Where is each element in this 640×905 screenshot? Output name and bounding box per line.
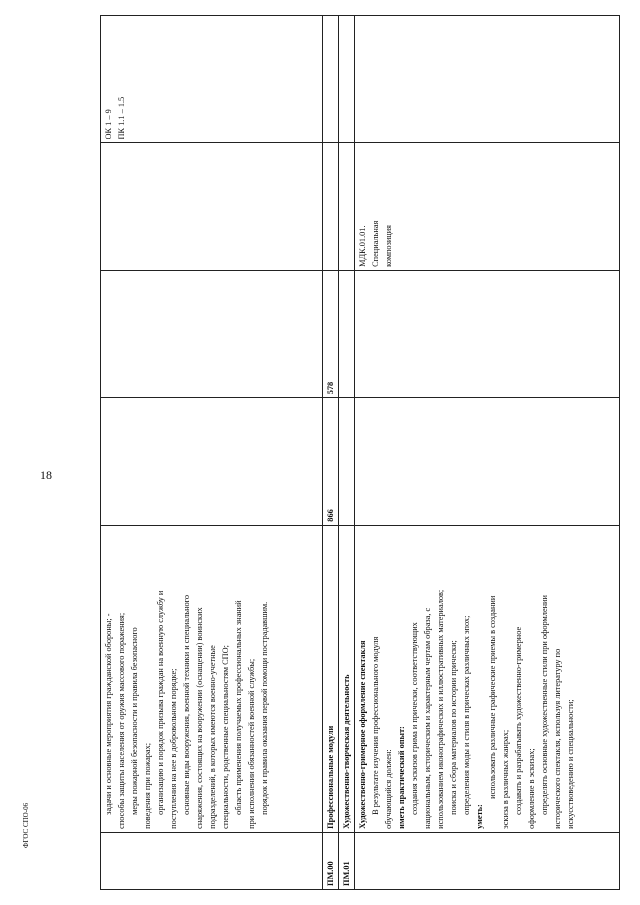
title-cell: Художественно-творческая деятельность bbox=[339, 525, 355, 832]
text-line: подразделений, в которых имеются военно-учетные bbox=[208, 645, 217, 829]
code-cell bbox=[101, 832, 323, 889]
text-line: меры пожарной безопасности и правила безопасного bbox=[130, 627, 139, 815]
text-line: искусствоведению и специальности; bbox=[566, 699, 575, 829]
text-line: исторического спектакля, используя литературу по bbox=[553, 648, 562, 829]
competency-line: ОК 1 – 9 bbox=[104, 109, 113, 140]
text-line: основные виды вооружения, военной техники и специального bbox=[182, 594, 191, 815]
text-line: использованием иконографических и иллюстративных материалов; bbox=[436, 589, 445, 829]
curriculum-table-wrapper bbox=[100, 15, 620, 890]
page-number: 18 bbox=[40, 468, 52, 482]
max-hours-cell bbox=[101, 398, 323, 525]
text-line: область применения получаемых профессиональных знаний bbox=[234, 600, 243, 815]
text-line: специальности, родственные специальностям СПО; bbox=[221, 645, 230, 829]
max-hours-cell bbox=[355, 398, 620, 525]
competency-line: ПК 1.1 – 1.5 bbox=[117, 96, 126, 140]
hours-cell bbox=[339, 270, 355, 397]
discipline-line: МДК.01.01. bbox=[358, 225, 367, 267]
text-line: определять основные художественные стили при оформлении bbox=[540, 595, 549, 815]
hours-cell: 578 bbox=[323, 270, 339, 397]
text-line: определения моды и стиля в прическах различных эпох; bbox=[462, 615, 471, 815]
discipline-cell bbox=[323, 143, 339, 270]
competencies-cell bbox=[323, 16, 339, 143]
title-cell: Профессиональные модули bbox=[323, 525, 339, 832]
text-line: при исполнении обязанностей военной службы; bbox=[247, 658, 256, 829]
text-line: оформление в эскизах; bbox=[527, 748, 536, 829]
footer-text: ФГОС СПО-06 bbox=[22, 802, 30, 848]
text-line: использовать различные графические приемы в создании bbox=[488, 595, 497, 799]
description-cell bbox=[355, 525, 620, 832]
text-line: порядок и правила оказания первой помощи пострадавшим. bbox=[260, 601, 269, 815]
discipline-cell bbox=[101, 143, 323, 270]
code-cell: ПМ.00 bbox=[323, 832, 339, 889]
text-line: организацию и порядок призыва граждан на военную службу и bbox=[156, 590, 165, 815]
text-line: поведения при пожарах; bbox=[143, 742, 152, 829]
text-line: снаряжения, состоящих на вооружении (оснащении) воинских bbox=[195, 607, 204, 829]
table-row bbox=[101, 16, 323, 890]
text-line: эскиза в различных жанрах; bbox=[501, 729, 510, 829]
code-cell: ПМ.01 bbox=[339, 832, 355, 889]
max-hours-cell: 866 bbox=[323, 398, 339, 525]
text-line: задачи и основные мероприятия гражданской обороны; - bbox=[104, 613, 113, 815]
text-line: национальным, историческим и характерным чертам образа, с bbox=[423, 607, 432, 829]
discipline-cell bbox=[339, 143, 355, 270]
competencies-cell bbox=[339, 16, 355, 143]
text-line: поиска и сбора материалов по истории прически; bbox=[449, 640, 458, 815]
discipline-line: композиция bbox=[384, 225, 393, 267]
max-hours-cell bbox=[339, 398, 355, 525]
competencies-cell bbox=[355, 16, 620, 143]
hours-cell bbox=[355, 270, 620, 397]
table-row bbox=[355, 16, 620, 890]
text-line: поступления на нее в добровольном порядке; bbox=[169, 668, 178, 829]
section-heading: уметь: bbox=[475, 804, 484, 829]
module-title: Художественно-гримерное оформление спектакля bbox=[358, 640, 367, 829]
table-row bbox=[323, 16, 339, 890]
text-line: В результате изучения профессионального модуля bbox=[371, 636, 380, 815]
text-line: способы защиты населения от оружия массового поражения; bbox=[117, 612, 126, 829]
text-line: создавать и разрабатывать художественно-гримерное bbox=[514, 626, 523, 815]
section-heading: иметь практический опыт: bbox=[397, 726, 406, 829]
curriculum-table bbox=[100, 15, 620, 890]
text-line: обучающийся должен: bbox=[384, 749, 393, 829]
description-cell bbox=[101, 525, 323, 832]
code-cell bbox=[355, 832, 620, 889]
discipline-cell bbox=[355, 143, 620, 270]
hours-cell bbox=[101, 270, 323, 397]
competencies-cell bbox=[101, 16, 323, 143]
discipline-line: Специальная bbox=[371, 220, 380, 267]
text-line: создания эскизов грима и прически, соответствующих bbox=[410, 622, 419, 815]
table-row bbox=[339, 16, 355, 890]
